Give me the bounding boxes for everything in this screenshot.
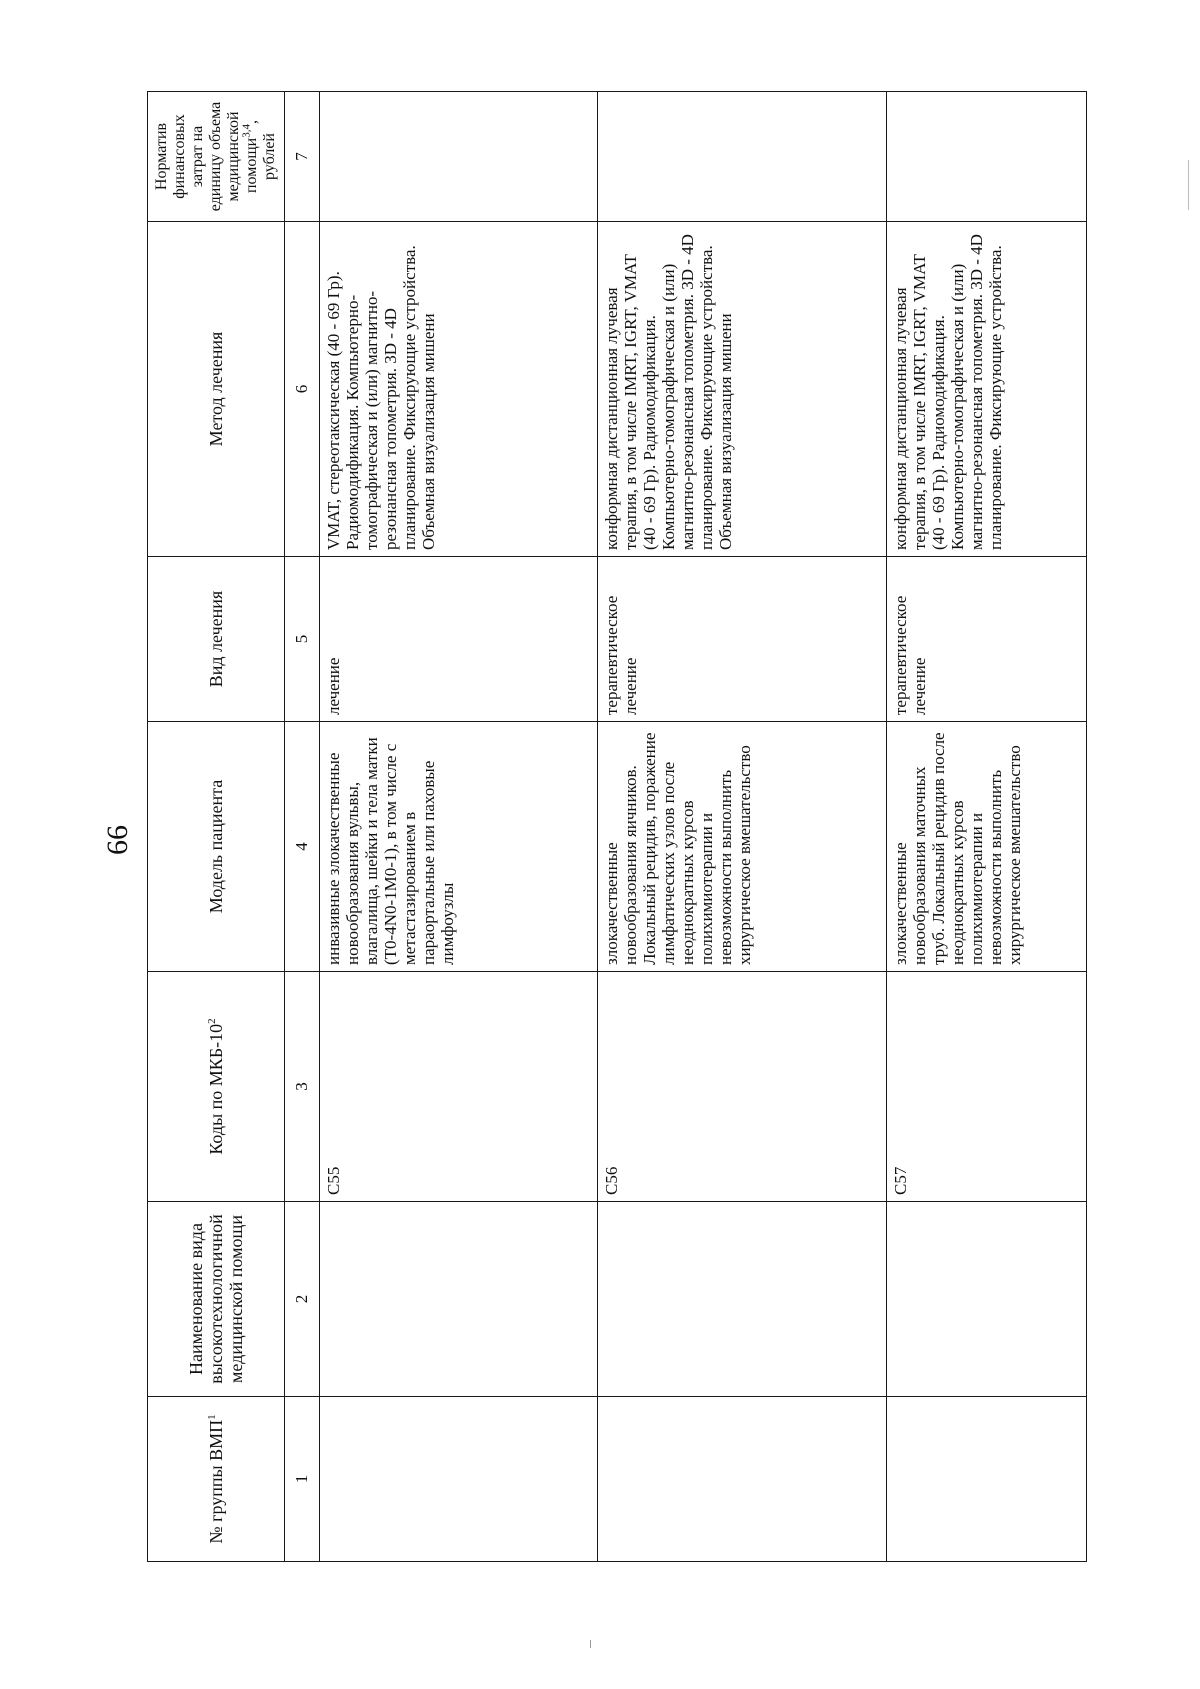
cell-model: инвазивные злокачественные новообразования вульвы, влагалища, шейки и тела матки (T0-4N0-1M0-1), в том числе с метастазированием в параортальные или паховые лимфоузлы xyxy=(320,722,598,972)
cell-cost xyxy=(320,92,598,222)
column-number-row xyxy=(285,92,320,1562)
cell-type: терапевтическое лечение xyxy=(886,557,1086,722)
cell-code: C56 xyxy=(597,972,886,1202)
cell-type: лечение xyxy=(320,557,598,722)
cell-model: злокачественные новообразования яичников. Локальный рецидив, поражение лимфатических узлов после неоднократных курсов полихимиотерапии и невозможности выполнить хирургическое вмешательство xyxy=(597,722,886,972)
cell-name xyxy=(597,1202,886,1397)
cell-name xyxy=(320,1202,598,1397)
cell-group xyxy=(886,1397,1086,1562)
cell-method: конформная дистанционная лучевая терапия, в том числе IMRT, IGRT, VMAT (40 - 69 Гр). Радиомодификация. Компьютерно-томографическая и (или) магнитно-резонансная топометрия. 3D - 4D планирование. Фиксирующие устройства. xyxy=(886,222,1086,557)
cell-method: конформная дистанционная лучевая терапия, в том числе IMRT, IGRT, VMAT (40 - 69 Гр). Радиомодификация. Компьютерно-томографическая и (или) магнитно-резонансная топометрия. 3D - 4D планирование. Фиксирующие устройства. Объемная визуализация мишени xyxy=(597,222,886,557)
cell-method: VMAT, стереотаксическая (40 - 69 Гр). Радиомодификация. Компьютерно-томографическая и (или) магнитно-резонансная топометрия. 3D - 4D планирование. Фиксирующие устройства. Объемная визуализация мишени xyxy=(320,222,598,557)
header-patient-model: Модель пациента xyxy=(148,722,285,972)
column-number: 7 xyxy=(285,92,320,222)
header-cost-norm: Норматив финансовых затрат на единицу объема медицинской помощи$^{3,4}$, рублей xyxy=(148,92,285,222)
cell-code: C57 xyxy=(886,972,1086,1202)
cell-group xyxy=(320,1397,598,1562)
vmp-table xyxy=(147,91,1087,1562)
column-number: 1 xyxy=(285,1397,320,1562)
header-row xyxy=(148,92,285,1562)
cell-code: C55 xyxy=(320,972,598,1202)
header-icd-codes: Коды по МКБ-$10^2$ xyxy=(148,972,285,1202)
column-number: 3 xyxy=(285,972,320,1202)
column-number: 6 xyxy=(285,222,320,557)
cell-type: терапевтическое лечение xyxy=(597,557,886,722)
column-number: 4 xyxy=(285,722,320,972)
table-row xyxy=(320,92,598,1562)
header-treatment-method: Метод лечения xyxy=(148,222,285,557)
table-row xyxy=(886,92,1086,1562)
column-number: 2 xyxy=(285,1202,320,1397)
scan-speck xyxy=(1188,160,1189,210)
rotated-table-wrapper xyxy=(147,92,1087,1562)
cell-model: злокачественные новообразования маточных труб. Локальный рецидив после неоднократных курсов полихимиотерапии и невозможности выполнить хирургическое вмешательство xyxy=(886,722,1086,972)
column-number: 5 xyxy=(285,557,320,722)
header-treatment-type: Вид лечения xyxy=(148,557,285,722)
scan-speck xyxy=(590,1640,591,1648)
header-vmp-name: Наименование вида высокотехнологичной медицинской помощи xyxy=(148,1202,285,1397)
cell-name xyxy=(886,1202,1086,1397)
cell-cost xyxy=(597,92,886,222)
table-row xyxy=(597,92,886,1562)
cell-group xyxy=(597,1397,886,1562)
page-number: 66 xyxy=(101,825,134,855)
cell-cost xyxy=(886,92,1086,222)
header-group-number: № группы ВМП$^1$ xyxy=(148,1397,285,1562)
